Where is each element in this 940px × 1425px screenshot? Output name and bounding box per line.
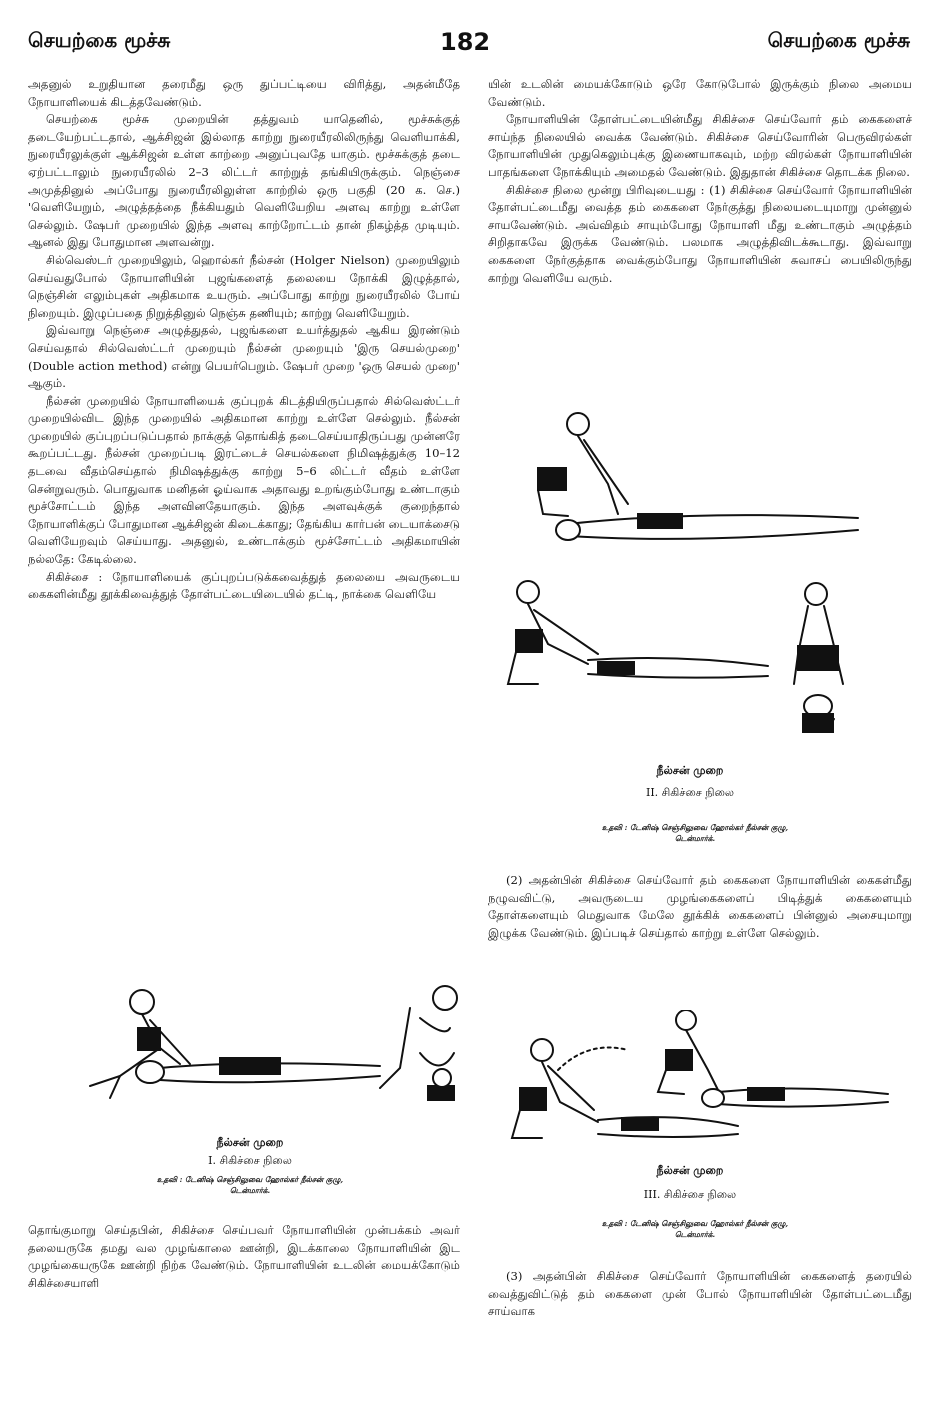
right-column-paragraph-3 [488, 1268, 912, 1348]
figure-1-credit-line1: உதவி : டேனிஷ் செஞ்சிலுவை ஹோல்கர் நீல்சன் குழு, [156, 1175, 344, 1184]
figure-1-credit-line2: டென்மார்க். [229, 1186, 271, 1195]
right-column-text [488, 76, 912, 366]
paragraph: அதனுல் உறுதியான தரைமீது ஒரு துப்பட்டியை விரித்து, அதன்மீதே நோயாளியைக் கிடத்தவேண்டும். [28, 77, 460, 109]
right-column-paragraph-2 [488, 872, 912, 1002]
figure-3-credit [480, 1218, 910, 1240]
figure-2-credit-line2: டென்மார்க். [674, 834, 716, 843]
paragraph: சில்வெஸ்டர் முறையிலும், ஹொல்கர் நீல்சன் (Holger Nielson) முறையிலும் செய்வதுபோல் நோயாளியின் புஜங்களைத் தலையை நோக்கி இழுத்தால், நெஞ்சின் எலும்புகள் அதிகமாக உயரும். அப்போது காற்று நுரையீரலில் போய் நிறையும். இழுப்பதை நிறுத்தினுல் நெஞ்சு தணியும்; காற்று வெளியேறும். [28, 252, 460, 320]
figure-3-credit-line1: உதவி : டேனிஷ் செஞ்சிலுவை ஹோல்கர் நீல்சன் குழு, [601, 1219, 789, 1228]
paragraph: நோயாளியின் தோள்பட்டையின்மீது சிகிச்சை செய்வோர் தம் கைகளைச் சாய்ந்த நிலையில் வைக்க வேண்டும். சிகிச்சை செய்வோரின் பெருவிரல்கள் நோயாளியின் முதுகெலும்புக்கு இணையாகவும், மற்ற விரல்கள் நோயாளியின் பாதங்களை நோக்கியும் அமைதல் வேண்டும். இதுதான் சிகிச்சை தொடக்க நிலை. [488, 112, 912, 179]
paragraph: (2) அதன்பின் சிகிச்சை செய்வோர் தம் கைகளை நோயாளியின் கைகள்மீது நழுவவிட்டு, அவருடைய முழங்கைகளைப் பிடித்துக் கைகளையும் தோள்களையும் மெதுவாக மேலே தூக்கிக் கைகளைப் பின்னுல் அசையுமாறு இழுக்க வேண்டும். இப்படிச் செய்தால் காற்று உள்ளே செல்லும். [488, 873, 912, 940]
paragraph: செயற்கை மூச்சு முறையின் தத்துவம் யாதெனில், மூச்சுக்குத் தடையேற்பட்டதால், ஆக்சிஜன் இல்லாத காற்று நுரையீரலிலிருந்து வெளியாக்கி, நுரையீரலுக்குள் ஆக்சிஜன் உள்ள காற்றை அனுப்புவதே யாகும். மூச்சுக்குத் தடை ஏற்பட்டாலும் நுரையீரலில் 2–3 லிட்டர் காற்றுத் தங்கியிருக்கும். நெஞ்சை அமுத்தினுல் அப்போது நுரையீரலிலுள்ள காற்றில் ஒரு பகுதி (20 க. செ.) 'வெளியேறும், அழுத்தத்தை நீக்கியதும் வெளியேறிய அளவு காற்று உள்ளே செல்லும். ஷேபர் முறையில் இந்த அளவு காற்றோட்டம் தான் நிகழ்த்த முடியும். ஆனல் இது போதுமான அளவன்று. [28, 112, 460, 250]
page-number: 182 [440, 28, 491, 56]
left-column-text [28, 76, 460, 966]
figure-3-title: நீல்சன் முறை [656, 1164, 724, 1177]
paragraph: (3) அதன்பின் சிகிச்சை செய்வோர் நோயாளியின் கைகளைத் தரையில் வைத்துவிட்டுத் தம் கைகளை முன் போல் நோயாளியின் தோள்பட்டைமீது சாய்வாக [488, 1269, 912, 1319]
figure-3-credit-line2: டென்மார்க். [674, 1230, 716, 1239]
figure-2-credit [480, 822, 910, 844]
figure-2-title: நீல்சன் முறை [656, 764, 724, 777]
figure-2-subtitle: II. சிகிச்சை நிலை [645, 786, 735, 799]
paragraph: சிகிச்சை நிலை மூன்று பிரிவுடையது : (1) சிகிச்சை செய்வோர் நோயாளியின் தோள்பட்டைமீது வைத்த தம் கைகளை நேர்குத்து நிலையடையுமாறு முன்னுல் சாயவேண்டும். அவ்விதம் சாயும்போது நோயாளி மீது உண்டாகும் அழுத்தம் சிறிதாகவே இருக்க வேண்டும். பலமாக அழுத்திவிடக்கூடாது. இவ்வாறு கைகளை நேர்குத்தாக வைக்கும்போது நோயாளியின் சுவாசப் பையிலிருந்து காற்று வெளியே வரும். [488, 182, 912, 285]
running-header-right: செயற்கை மூச்சு [767, 28, 910, 52]
paragraph: சிகிச்சை : நோயாளியைக் குப்புறப்படுக்கவைத்துத் தலையை அவருடைய கைகளின்மீது தூக்கிவைத்துத் தோள்பட்டையிடையில் தட்டி, நாக்கை வெளியே [28, 569, 460, 602]
figure-3-subtitle: III. சிகிச்சை நிலை [643, 1188, 737, 1201]
paragraph: யின் உடலின் மையக்கோடும் ஒரே கோடுபோல் இருக்கும் நிலை அமைய வேண்டும். [488, 77, 912, 109]
left-column-bottom-text [28, 1222, 460, 1342]
figure-1-credit [40, 1174, 460, 1196]
figure-nielsen-position-2 [498, 384, 898, 754]
running-header-left: செயற்கை மூச்சு [28, 28, 171, 52]
figure-nielsen-position-1 [50, 968, 460, 1128]
paragraph: தொங்குமாறு செய்தபின், சிகிச்சை செய்பவர் நோயாளியின் முன்பக்கம் அவர் தலையருகே தமது வல முழங்காலை ஊன்றி, இடக்காலை நோயாளியின் இட முழங்கையருகே ஊன்றி நிற்க வேண்டும். நோயாளியின் உடலின் மையக்கோடும் சிகிச்சையாளி [28, 1223, 460, 1290]
figure-2-credit-line1: உதவி : டேனிஷ் செஞ்சிலுவை ஹோல்கர் நீல்சன் குழு, [601, 823, 789, 832]
paragraph: இவ்வாறு நெஞ்சை அழுத்துதல், புஜங்களை உயர்த்துதல் ஆகிய இரண்டும் செய்வதால் சில்வெஸ்ட்டர் முறையும் நீல்சன் முறையும் 'இரு செயல்முறை' (Double action method) என்று பெயர்பெறும். ஷேபர் முறை 'ஒரு செயல் முறை' ஆகும். [28, 323, 460, 391]
figure-nielsen-position-3 [498, 1010, 898, 1160]
figure-1-subtitle: I. சிகிச்சை நிலை [208, 1154, 292, 1167]
figure-1-title: நீல்சன் முறை [216, 1136, 284, 1149]
paragraph: நீல்சன் முறையில் நோயாளியைக் குப்புறக் கிடத்தியிருப்பதால் சில்வெஸ்ட்டர் முறையில்விட இந்த முறையில் அதிகமான காற்று உள்ளே செல்லும். நீல்சன் முறையில் குப்புறப்படுப்பதால் நாக்குத் தொங்கித் தடைசெய்யாதிருப்பது முன்னரே கூறப்பட்டது. நீல்சன் முறைப்படி இரட்டைச் செயல்களை நிமிஷத்துக்கு 10–12 தடவை வீதம்செய்தால் நிமிஷத்துக்கு காற்று 5–6 லிட்டர் வீதம் உள்ளே சென்றுவரும். பொதுவாக மனிதன் ஓய்வாக அதாவது உறங்கும்போது உண்டாகும் மூச்சோட்டம் இந்த அளவினதேயாகும். இந்த அளவுக்குக் குறைந்தால் நோயாளிக்குப் போதுமான ஆக்சிஜன் கிடைக்காது; தேங்கிய கார்பன் டையாக்சைடு வெளியேறவும் செய்யாது. அதனுல், உண்டாக்கும் மூச்சோட்டம் அதிகமாயின் நல்லதே: கேடில்லை. [28, 393, 460, 567]
